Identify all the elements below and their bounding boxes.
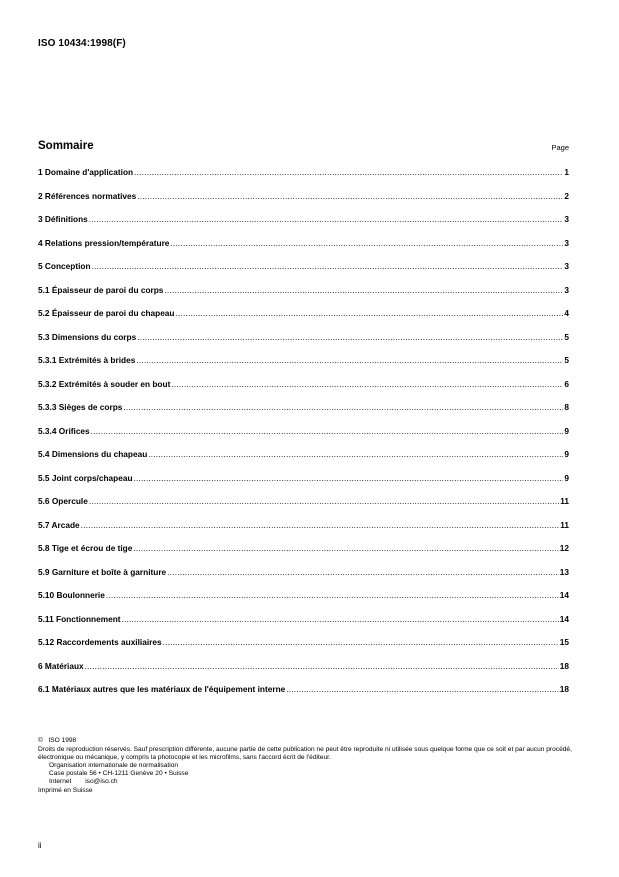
toc-entry[interactable] — [38, 379, 569, 403]
dot-leader — [137, 332, 563, 342]
toc-entry[interactable] — [38, 614, 569, 638]
dot-leader — [134, 167, 563, 177]
page-folio: ii — [38, 841, 42, 850]
dot-leader — [171, 379, 563, 389]
toc-entry[interactable] — [38, 167, 569, 191]
toc-entry-label[interactable]: 5.3.4 Orifices — [38, 425, 90, 436]
toc-title: Sommaire — [38, 140, 94, 152]
toc-entry-label[interactable]: 4 Relations pression/température — [38, 237, 170, 248]
dot-leader — [163, 637, 559, 647]
toc-entry-label[interactable]: 5.5 Joint corps/chapeau — [38, 472, 133, 483]
toc-entry[interactable] — [38, 214, 569, 238]
copyright-symbol: © — [38, 737, 43, 744]
toc-entry-label[interactable]: 5.6 Opercule — [38, 496, 88, 506]
toc-entry[interactable] — [38, 661, 569, 685]
dot-leader — [170, 238, 563, 248]
toc-entry[interactable] — [38, 520, 569, 544]
toc-entry-label[interactable]: 5.3.2 Extrémités à souder en bout — [38, 378, 171, 389]
toc-entry[interactable] — [38, 261, 569, 285]
toc-entry-page-number[interactable]: 9 — [564, 449, 569, 459]
dot-leader — [122, 614, 559, 624]
toc-entry-page-number[interactable]: 9 — [564, 425, 569, 436]
toc-entry-page-number[interactable]: 8 — [564, 402, 569, 412]
toc-entry-page-number[interactable]: 4 — [564, 308, 569, 318]
toc-entry-label[interactable]: 2 Références normatives — [38, 190, 137, 201]
toc-entry-page-number[interactable]: 3 — [564, 284, 569, 295]
toc-entry-label[interactable]: 1 Domaine d'application — [38, 167, 134, 177]
toc-entry[interactable] — [38, 449, 569, 473]
toc-page-column-label: Page — [551, 143, 569, 152]
dot-leader — [81, 520, 560, 530]
toc-entry-page-number[interactable]: 5 — [564, 331, 569, 342]
dot-leader — [137, 191, 563, 201]
toc-entry-page-number[interactable]: 3 — [564, 261, 569, 271]
toc-entry-label[interactable]: 3 Définitions — [38, 214, 88, 224]
copyright-block — [38, 737, 573, 795]
dot-leader — [133, 543, 558, 553]
toc-entry-label[interactable]: 5.4 Dimensions du chapeau — [38, 449, 148, 459]
toc-entry-page-number[interactable]: 11 — [560, 496, 569, 506]
toc-entry[interactable] — [38, 191, 569, 215]
toc-entry[interactable] — [38, 285, 569, 309]
dot-leader — [106, 590, 559, 600]
publisher-organisation: Organisation internationale de normalisation — [49, 762, 179, 770]
dot-leader — [286, 684, 558, 694]
internet-label: Internet — [49, 778, 72, 786]
copyright-year: ISO 1998 — [48, 737, 77, 744]
toc-entry-page-number[interactable]: 15 — [559, 637, 569, 647]
toc-entry-label[interactable]: 5.11 Fonctionnement — [38, 613, 121, 624]
toc-entry[interactable] — [38, 496, 569, 520]
toc-entry[interactable] — [38, 473, 569, 497]
toc-entry-page-number[interactable]: 1 — [564, 167, 569, 177]
toc-entry-page-number[interactable]: 18 — [559, 684, 569, 694]
toc-entry-label[interactable]: 6 Matériaux — [38, 660, 84, 671]
dot-leader — [91, 426, 564, 436]
rights-statement: Droits de reproduction réservés. Sauf prescription différente, aucune partie de cette publication ne peut être reproduite ni utilisée sous quelque forme que ce soit et par aucun procédé, électronique ou mécanique, y compris la photocopie et les microfilms, sans l'accord écrit de l'éditeur. — [38, 746, 572, 762]
toc-entry-label[interactable]: 5.1 Épaisseur de paroi du corps — [38, 284, 164, 295]
toc-entry[interactable] — [38, 355, 569, 379]
toc-entry-label[interactable]: 5.9 Garniture et boîte à garniture — [38, 566, 167, 577]
toc-entry[interactable] — [38, 590, 569, 614]
printed-in: Imprimé en Suisse — [38, 786, 93, 794]
dot-leader — [134, 473, 564, 483]
publisher-postal-address: Case postale 56 • CH-1211 Genève 20 • Suisse — [49, 770, 189, 778]
toc-entry[interactable] — [38, 238, 569, 262]
toc-entry-page-number[interactable]: 5 — [564, 355, 569, 365]
dot-leader — [148, 449, 563, 459]
toc-entry-label[interactable]: 5.10 Boulonnerie — [38, 590, 105, 600]
dot-leader — [167, 567, 559, 577]
toc-entry-page-number[interactable]: 3 — [564, 237, 569, 248]
dot-leader — [89, 496, 559, 506]
toc-entry[interactable] — [38, 308, 569, 332]
dot-leader — [136, 355, 563, 365]
toc-entry[interactable] — [38, 332, 569, 356]
dot-leader — [176, 308, 564, 318]
table-of-contents — [38, 167, 569, 708]
toc-entry-page-number[interactable]: 11 — [560, 519, 569, 530]
toc-entry-label[interactable]: 5.3.3 Sièges de corps — [38, 402, 123, 412]
toc-entry[interactable] — [38, 567, 569, 591]
toc-entry-label[interactable]: 5.3.1 Extrémités à brides — [38, 355, 136, 365]
toc-entry-page-number[interactable]: 3 — [564, 214, 569, 224]
toc-entry-page-number[interactable]: 13 — [559, 566, 569, 577]
toc-entry-page-number[interactable]: 2 — [564, 190, 569, 201]
toc-entry[interactable] — [38, 543, 569, 567]
toc-entry[interactable] — [38, 426, 569, 450]
toc-entry[interactable] — [38, 637, 569, 661]
toc-entry-label[interactable]: 5.7 Arcade — [38, 519, 80, 530]
toc-entry[interactable] — [38, 684, 569, 708]
toc-entry-page-number[interactable]: 14 — [559, 613, 569, 624]
dot-leader — [85, 661, 559, 671]
toc-entry-label[interactable]: 5.2 Épaisseur de paroi du chapeau — [38, 308, 175, 318]
toc-entry-page-number[interactable]: 6 — [564, 378, 569, 389]
toc-entry-label[interactable]: 5 Conception — [38, 261, 91, 271]
toc-entry-label[interactable]: 5.12 Raccordements auxiliaires — [38, 637, 162, 647]
toc-entry-page-number[interactable]: 12 — [559, 543, 569, 553]
toc-entry-page-number[interactable]: 18 — [559, 660, 569, 671]
toc-entry-label[interactable]: 5.8 Tige et écrou de tige — [38, 543, 133, 553]
toc-entry-page-number[interactable]: 14 — [559, 590, 569, 600]
dot-leader — [123, 402, 563, 412]
dot-leader — [89, 214, 564, 224]
toc-entry-label[interactable]: 5.3 Dimensions du corps — [38, 331, 137, 342]
document-reference: ISO 10434:1998(F) — [38, 38, 126, 49]
dot-leader — [92, 261, 564, 271]
dot-leader — [164, 285, 563, 295]
toc-entry-page-number[interactable]: 9 — [564, 472, 569, 483]
toc-entry[interactable] — [38, 402, 569, 426]
internet-email-link[interactable]: iso@iso.ch — [85, 778, 118, 786]
toc-entry-label[interactable]: 6.1 Matériaux autres que les matériaux de l'équipement interne — [38, 684, 286, 694]
